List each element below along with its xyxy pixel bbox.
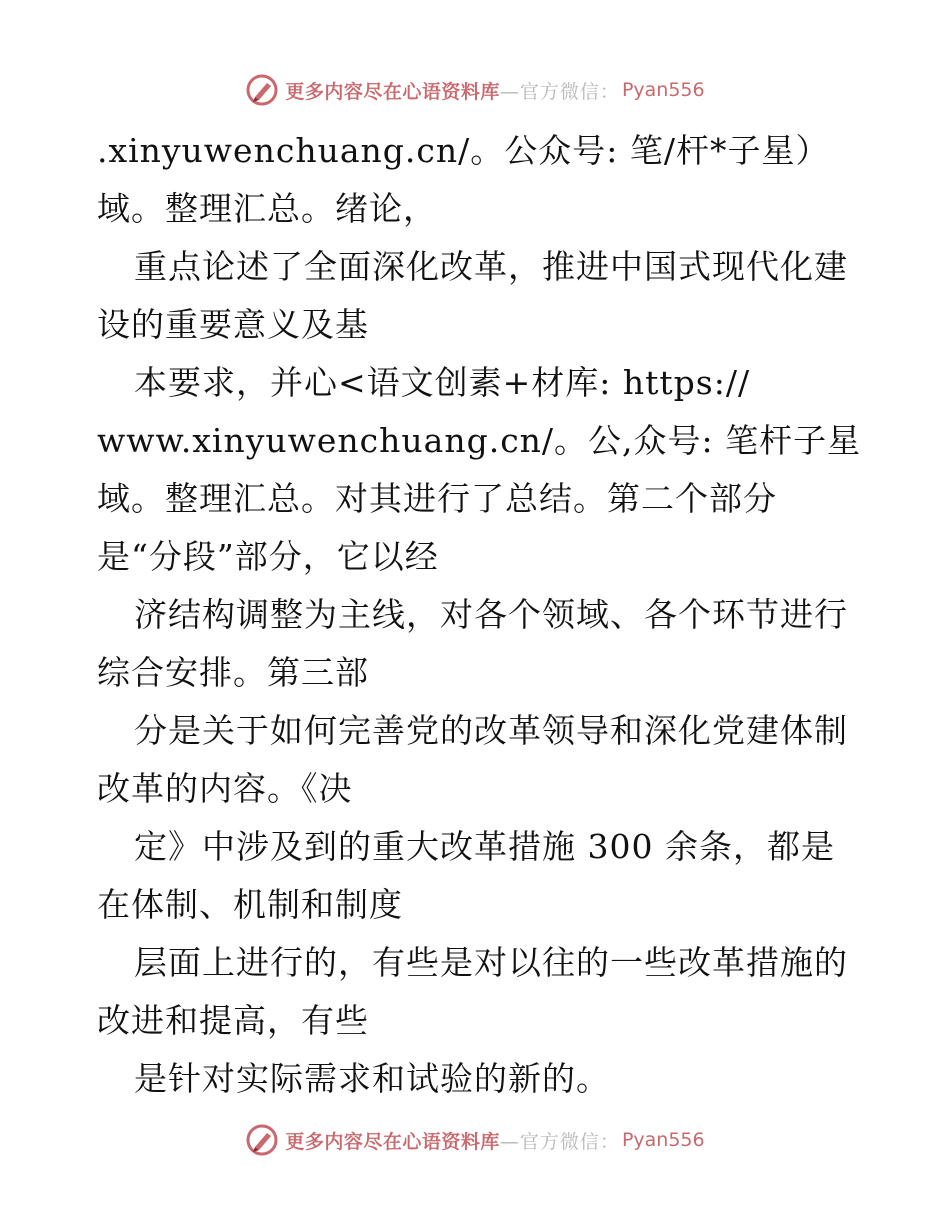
footer-banner (0, 1120, 950, 1160)
banner-dash-text: —官方微信： (499, 80, 620, 103)
body-line: 分是关于如何完善党的改革领导和深化党建体制 (134, 711, 848, 750)
body-line: 改进和提高，有些 (97, 1001, 369, 1040)
header-banner (0, 70, 950, 110)
body-line: .xinyuwenchuang.cn/。公众号: 笔/杆*子星） (97, 131, 830, 170)
body-line: 济结构调整为主线，对各个领域、各个环节进行 (134, 595, 848, 634)
body-line: www.xinyuwenchuang.cn/。公,众号: 笔杆子星 (97, 421, 862, 460)
body-line: 域。整理汇总。对其进行了总结。第二个部分 (97, 479, 777, 518)
banner-main-text: 更多内容尽在心语资料库 (285, 1130, 500, 1153)
banner-dash-text: —官方微信： (499, 1130, 620, 1153)
body-line: 综合安排。第三部 (97, 653, 369, 692)
body-line: 在体制、机制和制度 (97, 885, 403, 924)
body-line: 是“分段”部分，它以经 (97, 537, 439, 576)
body-line: 设的重要意义及基 (97, 305, 369, 344)
document-body (97, 122, 867, 1108)
body-line: 改革的内容。《决 (97, 769, 353, 808)
body-line: 域。整理汇总。绪论， (97, 189, 437, 228)
body-line: 重点论述了全面深化改革，推进中国式现代化建 (134, 247, 848, 286)
body-line: 定》中涉及到的重大改革措施 300 余条，都是 (134, 827, 835, 866)
body-line: 是针对实际需求和试验的新的。 (134, 1059, 610, 1098)
pen-logo-icon (245, 73, 279, 107)
body-line: 层面上进行的，有些是对以往的一些改革措施的 (134, 943, 848, 982)
banner-wechat-id: Pyan556 (621, 1129, 705, 1151)
banner-main-text: 更多内容尽在心语资料库 (285, 80, 500, 103)
pen-logo-icon (245, 1123, 279, 1157)
banner-wechat-id: Pyan556 (621, 79, 705, 101)
body-line: 本要求，并心<语文创素+材库: https:// (134, 363, 751, 402)
